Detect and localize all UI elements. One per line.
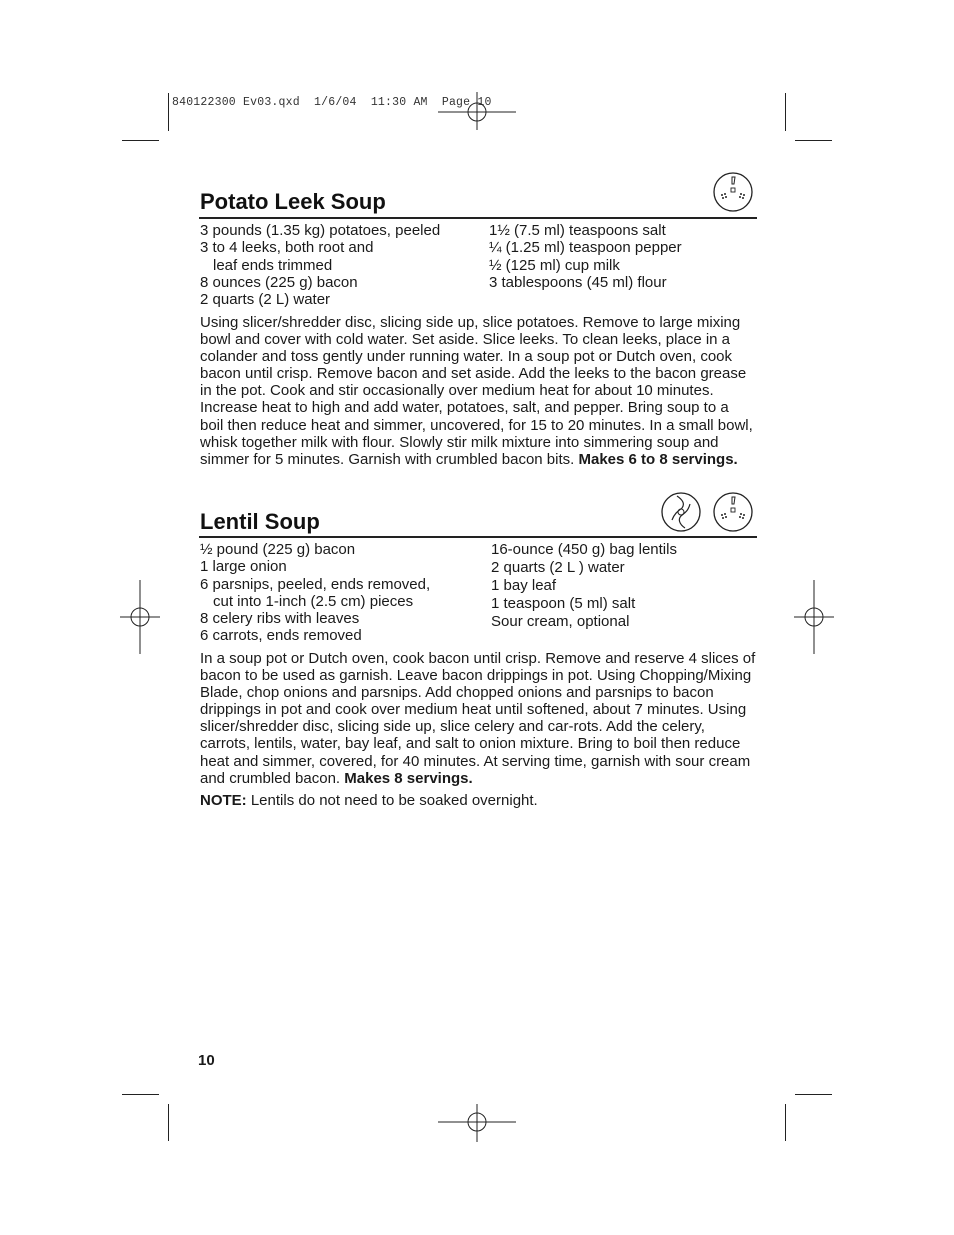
section-rule <box>199 217 757 219</box>
registration-mark-icon <box>438 92 516 130</box>
ingredients-left <box>200 541 430 645</box>
recipe-directions <box>200 650 756 787</box>
ingredient: ¼ (1.25 ml) teaspoon pepper <box>489 239 682 257</box>
ingredient: 6 parsnips, peeled, ends removed, <box>200 575 431 593</box>
recipe-directions <box>200 314 756 468</box>
ingredient: 1½ (7.5 ml) teaspoons salt <box>489 222 666 239</box>
recipe-title: Potato Leek Soup <box>200 189 386 214</box>
slicer-shredder-disc-icon <box>713 492 753 532</box>
ingredient: 1 large onion <box>200 558 287 576</box>
chopping-blade-icon <box>661 492 701 532</box>
page-number: 10 <box>198 1052 215 1069</box>
ingredient: Sour cream, optional <box>491 613 630 630</box>
ingredient: 16-ounce (450 g) bag lentils <box>491 541 677 558</box>
registration-mark-icon <box>794 580 834 654</box>
ingredient: cut into 1-inch (2.5 cm) pieces <box>213 592 414 610</box>
recipe-title: Lentil Soup <box>200 509 320 534</box>
section-rule <box>199 536 757 538</box>
ingredient: 3 tablespoons (45 ml) flour <box>489 273 667 291</box>
ingredient: 8 ounces (225 g) bacon <box>200 273 358 291</box>
note-text: Lentils do not need to be soaked overnight. <box>246 792 538 809</box>
note-label: NOTE: <box>200 792 247 809</box>
registration-mark-icon <box>438 1104 516 1142</box>
recipe-note <box>200 792 756 809</box>
printer-slug: 840122300 Ev03.qxd 1/6/04 11:30 AM Page 10 <box>172 96 492 109</box>
recipe-yield: Makes 8 servings. <box>344 769 473 787</box>
directions-text: Using slicer/shredder disc, slicing side up, slice potatoes. Remove to large mixing bowl and cover with cold water. Set aside. Slice leeks. To clean leeks, place in a colander and toss gently under running water. In a soup pot or Dutch oven, cook bacon until crisp. Remove bacon and set aside. Add the leeks to the bacon grease in the pot. Cook and stir occasionally over medium heat for about 10 minutes. Increase heat to high and add water, potatoes, salt, and pepper. Bring soup to a boil then reduce heat and simmer, uncovered, for 15 to 20 minutes. In a small bowl, whisk together milk with flour. Slowly stir milk mixture into simmering soup and simmer for 5 minutes. Garnish with crumbled bacon bits. <box>200 314 753 468</box>
ingredients-right <box>491 541 677 631</box>
slicer-shredder-disc-icon <box>713 172 753 212</box>
directions-text: In a soup pot or Dutch oven, cook bacon until crisp. Remove and reserve 4 slices of bacon to be used as garnish. Leave bacon drippings in pot. Using Chopping/Mixing Blade, chop onions and parsnips. Add chopped onions and parsnips to bacon drippings in pot and cook over medium heat until softened, about 7 minutes. Using slicer/shredder disc, slicing side up, slice celery and car-rots. Add the celery, carrots, lentils, water, bay leaf, and salt to onion mixture. Bring to boil then reduce heat and simmer, covered, for 40 minutes. At serving time, garnish with sour cream and crumbled bacon. <box>200 650 756 787</box>
ingredient: ½ (125 ml) cup milk <box>489 256 620 274</box>
ingredient: 3 to 4 leeks, both root and <box>200 239 374 257</box>
ingredient: 6 carrots, ends removed <box>200 627 362 645</box>
ingredient: 1 teaspoon (5 ml) salt <box>491 595 636 612</box>
ingredient: 2 quarts (2 L) water <box>200 291 331 309</box>
ingredients-left <box>200 222 440 308</box>
ingredients-right <box>489 222 682 291</box>
recipe-yield: Makes 6 to 8 servings. <box>578 450 738 468</box>
registration-mark-icon <box>120 580 160 654</box>
ingredient: 2 quarts (2 L ) water <box>491 559 625 576</box>
ingredient: 8 celery ribs with leaves <box>200 610 360 628</box>
ingredient: leaf ends trimmed <box>213 256 333 274</box>
ingredient: ½ pound (225 g) bacon <box>200 541 356 558</box>
ingredient: 1 bay leaf <box>491 577 557 594</box>
ingredient: 3 pounds (1.35 kg) potatoes, peeled <box>200 222 441 239</box>
